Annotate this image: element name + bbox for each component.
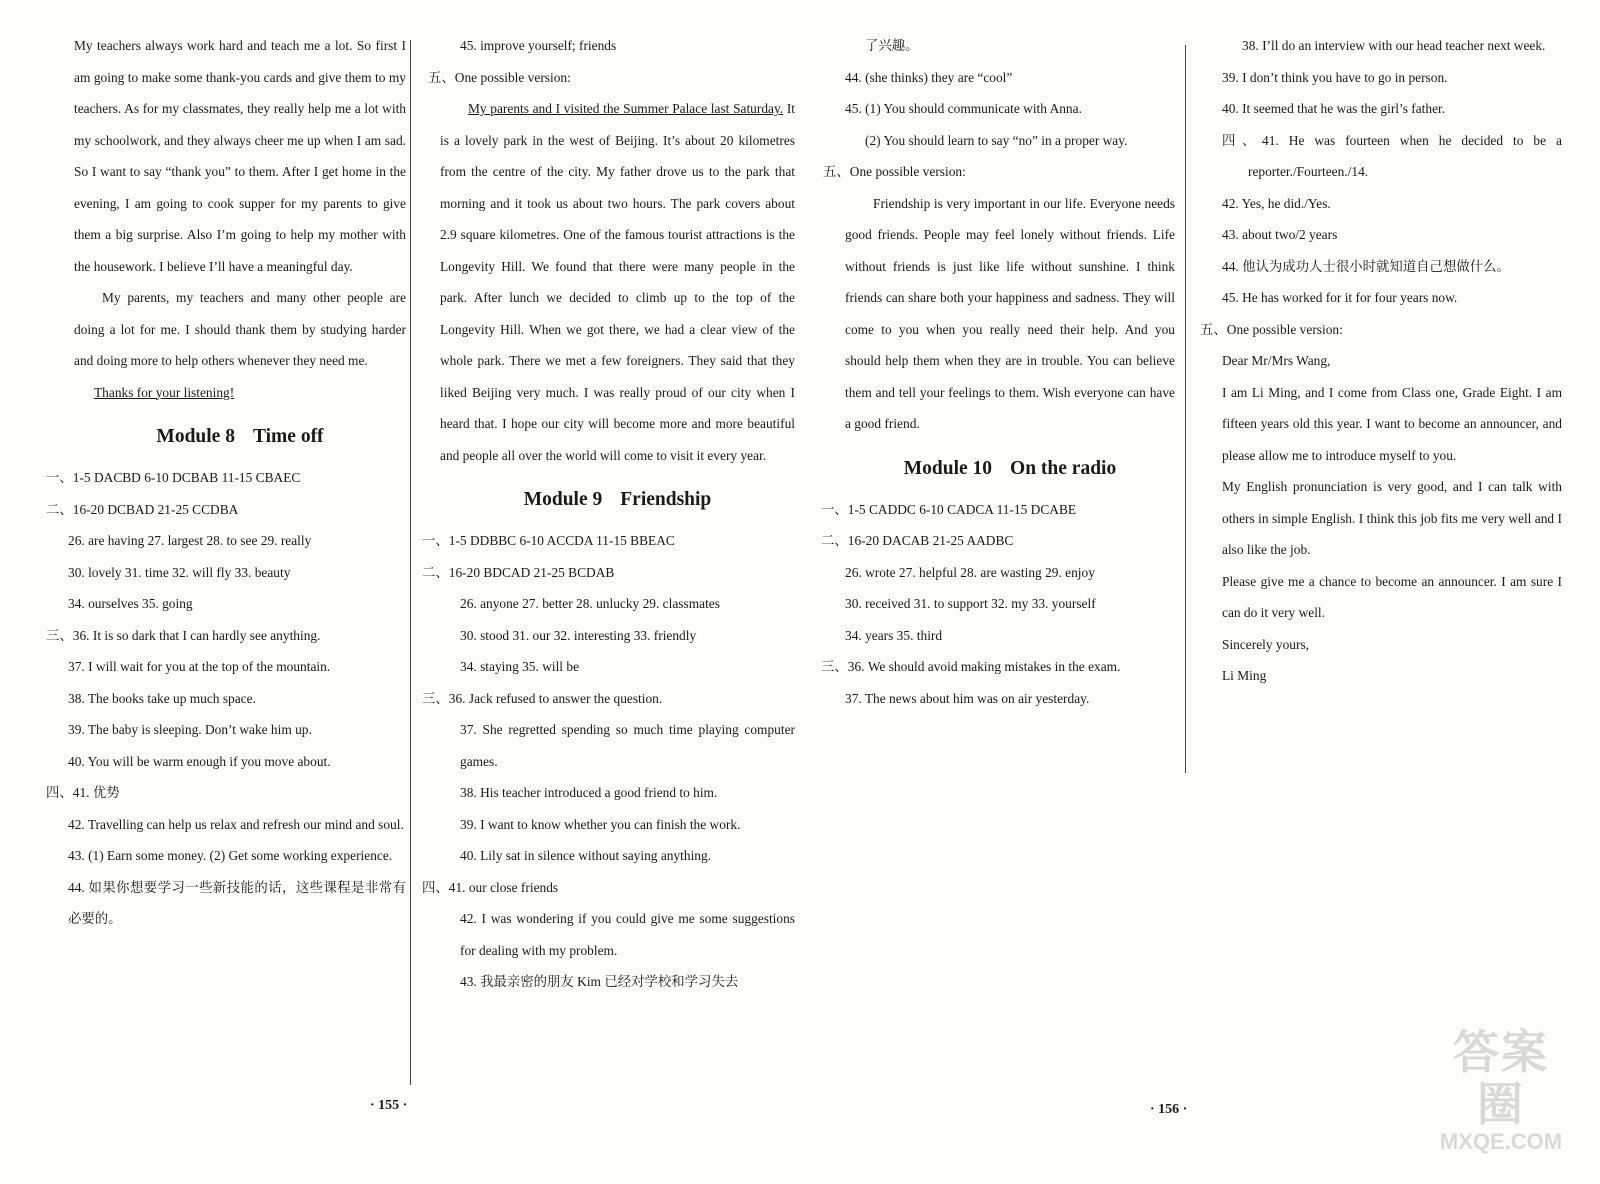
answer-line: 37. The news about him was on air yesterday.: [845, 690, 1090, 706]
answer-line: 40. Lily sat in silence without saying anything.: [460, 848, 712, 863]
essay-closing: Thanks for your listening!: [94, 384, 235, 400]
section-label: 五、One possible version:: [823, 164, 966, 179]
section-label: 五、One possible version:: [428, 69, 571, 85]
answer-line: 38. His teacher introduced a good friend to him.: [460, 785, 718, 800]
answer-line: 了兴趣。: [865, 38, 919, 53]
letter-paragraph: My English pronunciation is very good, and I can talk with others in simple English. I think this job fits me very well and I also like the job.: [1222, 479, 1562, 557]
module-title: Time off: [252, 426, 324, 447]
essay-text: It is a lovely park in the west of Beijing. It’s about 20 kilometres from the centre of the city. My father drove us to the park that morning and it took us about two hours. The park covers about 2.9 square kilometres. One of the famous tourist attractions is the Longevity Hill. We found that there were many people in the park. After lunch we decided to climb up to the top of the Longevity Hill. When we got there, we had a clear view of the whole park. There we met a few foreigners. They said that they liked Beijing very much. I was really proud of our city when I heard that. I hope our city will become more and more beautiful and people all over the world will come to visit it every year.: [440, 101, 796, 463]
answer-line: 44. 如果你想要学习一些新技能的话，这些课程是非常有必要的。: [68, 879, 406, 926]
watermark-text: 答案圈: [1453, 1026, 1549, 1130]
letter-signature: Li Ming: [1222, 668, 1267, 683]
answer-line: 37. I will wait for you at the top of the mountain.: [68, 659, 331, 674]
answer-line: 37. She regretted spending so much time playing computer games.: [460, 722, 795, 769]
module-title: On the radio: [1010, 457, 1117, 479]
essay-paragraph: My teachers always work hard and teach me a lot. So first I am going to make some thank-you cards and give them to my teachers. As for my classmates, they really help me a lot with my schoolwork, and they always cheer me up when I am sad. So I want to say “thank you” to them. After I get home in the evening, I am going to cook supper for my parents to give them a big surprise. Also I’m going to help my mother with the housework. I believe I’ll have a meaningful day.: [74, 38, 406, 274]
essay-underlined: My parents and I visited the Summer Palace last Saturday.: [468, 101, 784, 116]
section-label: 五、One possible version:: [1200, 321, 1343, 337]
answer-line: 39. I want to know whether you can finish the work.: [460, 816, 741, 832]
answer-line: 34. staying 35. will be: [460, 659, 580, 674]
answer-line: 34. years 35. third: [845, 627, 943, 643]
answer-line: 一、1-5 DDBBC 6-10 ACCDA 11-15 BBEAC: [422, 533, 675, 548]
essay-paragraph: Friendship is very important in our life. Everyone needs good friends. People may feel lonely without friends. Life without friends is just like life without sunshine. I think friends can share both your happiness and sadness. They will come to you when you really need their help. And you should help them when they are in trouble. You can believe them and tell your feelings to them. Wish everyone can have a good friend.: [845, 195, 1175, 431]
answer-line: 38. I’ll do an interview with our head teacher next week.: [1242, 38, 1546, 53]
answer-line: 30. lovely 31. time 32. will fly 33. beauty: [68, 564, 291, 580]
watermark-logo: [1436, 1026, 1566, 1154]
answer-line: 26. anyone 27. better 28. unlucky 29. classmates: [460, 596, 720, 611]
module-title: Friendship: [620, 489, 712, 510]
module-heading: [845, 454, 1175, 484]
answer-line: 44. 他认为成功人士很小时就知道自己想做什么。: [1222, 258, 1510, 274]
answer-line: 四、41. He was fourteen when he decided to be a reporter./Fourteen./14.: [1222, 132, 1562, 179]
answer-line: 一、1-5 CADDC 6-10 CADCA 11-15 DCABE: [821, 501, 1077, 517]
answer-line: 26. wrote 27. helpful 28. are wasting 29. enjoy: [845, 564, 1095, 580]
answer-line: 42. Travelling can help us relax and refresh our mind and soul.: [68, 816, 404, 832]
answer-line: 二、16-20 DACAB 21-25 AADBC: [821, 533, 1014, 548]
page-number: · 156 ·: [1150, 1102, 1188, 1117]
answer-line: 四、41. 优势: [46, 785, 120, 800]
letter-salutation: Dear Mr/Mrs Wang,: [1222, 353, 1331, 368]
essay-paragraph: [440, 93, 795, 471]
module-number: Module 10: [903, 457, 993, 479]
answer-line: 38. The books take up much space.: [68, 690, 256, 706]
answer-line: 三、36. We should avoid making mistakes in the exam.: [821, 659, 1121, 674]
answer-line: 一、1-5 DACBD 6-10 DCBAB 11-15 CBAEC: [46, 470, 301, 485]
answer-line: 二、16-20 DCBAD 21-25 CCDBA: [46, 501, 239, 517]
module-heading: [74, 422, 406, 452]
letter-paragraph: I am Li Ming, and I come from Class one, Grade Eight. I am fifteen years old this year. I want to become an announcer, and please allow me to introduce myself to you.: [1222, 384, 1562, 463]
answer-line: 三、36. Jack refused to answer the question.: [422, 690, 663, 706]
answer-line: 42. I was wondering if you could give me some suggestions for dealing with my problem.: [460, 911, 795, 958]
answer-line: 40. It seemed that he was the girl’s father.: [1222, 101, 1446, 116]
answer-line: 45. (1) You should communicate with Anna.: [845, 101, 1082, 116]
answer-line: 43. about two/2 years: [1222, 227, 1338, 242]
column-3: [821, 30, 1175, 714]
column-2: [422, 30, 796, 998]
answer-line: 42. Yes, he did./Yes.: [1222, 195, 1331, 211]
answer-line: 45. improve yourself; friends: [460, 38, 617, 53]
page-number: · 155 ·: [370, 1098, 408, 1113]
column-divider: [1185, 45, 1186, 773]
answer-line: 40. You will be warm enough if you move about.: [68, 753, 331, 769]
answer-line: 45. He has worked for it for four years now.: [1222, 290, 1458, 305]
answer-line: (2) You should learn to say “no” in a proper way.: [865, 132, 1128, 148]
essay-paragraph: My parents, my teachers and many other people are doing a lot for me. I should thank them by studying harder and doing more to help others whenever they need me.: [74, 290, 406, 368]
letter-signoff: Sincerely yours,: [1222, 636, 1310, 652]
module-number: Module 9: [523, 489, 603, 510]
answer-line: 39. I don’t think you have to go in person.: [1222, 69, 1448, 85]
answer-line: 30. received 31. to support 32. my 33. yourself: [845, 596, 1096, 611]
answer-line: 34. ourselves 35. going: [68, 596, 193, 611]
column-1: [46, 30, 406, 935]
module-heading: [440, 485, 795, 515]
watermark-url: MXQE.COM: [1439, 1129, 1563, 1154]
column-4: [1200, 30, 1562, 692]
answer-line: 三、36. It is so dark that I can hardly see anything.: [46, 627, 321, 643]
column-divider: [410, 40, 411, 1085]
letter-paragraph: Please give me a chance to become an announcer. I am sure I can do it very well.: [1222, 573, 1562, 620]
answer-line: 26. are having 27. largest 28. to see 29. really: [68, 533, 312, 548]
answer-line: 二、16-20 BDCAD 21-25 BCDAB: [422, 564, 615, 580]
answer-line: 43. 我最亲密的朋友 Kim 已经对学校和学习失去: [460, 974, 739, 989]
answer-line: 30. stood 31. our 32. interesting 33. friendly: [460, 627, 697, 643]
answer-line: 43. (1) Earn some money. (2) Get some working experience.: [68, 848, 393, 863]
module-number: Module 8: [156, 426, 235, 447]
answer-line: 44. (she thinks) they are “cool”: [845, 69, 1013, 85]
answer-line: 四、41. our close friends: [422, 879, 559, 895]
answer-line: 39. The baby is sleeping. Don’t wake him up.: [68, 722, 312, 737]
